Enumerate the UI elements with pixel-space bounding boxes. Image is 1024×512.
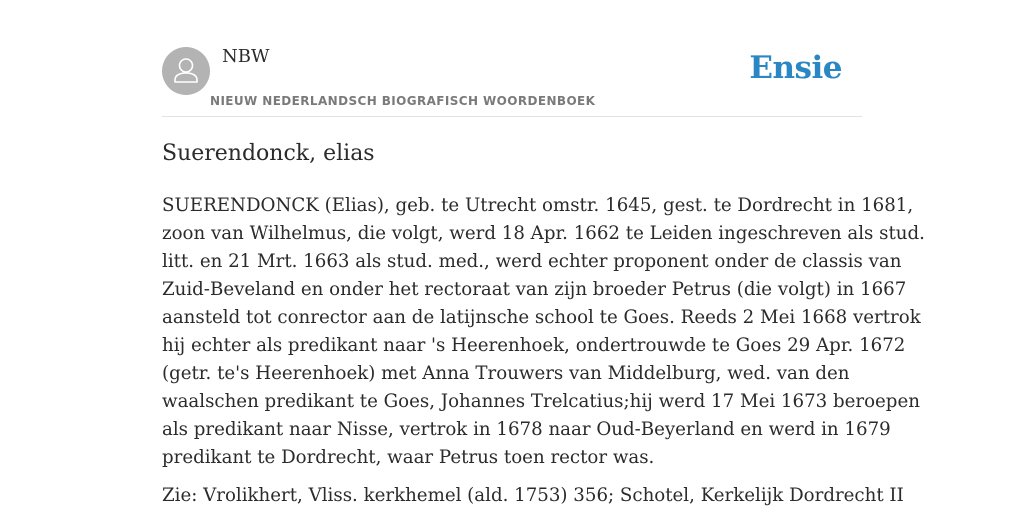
article-body [162, 192, 925, 512]
text-line: Zuid-Beveland en onder het rectoraat van zijn broeder Petrus (die volgt) in 1667 [162, 279, 907, 300]
text-line: als predikant naar Nisse, vertrok in 1678 naar Oud-Beyerland en werd in 1679 [162, 419, 891, 440]
text-line: aansteld tot conrector aan de latijnsche school te Goes. Reeds 2 Mei 1668 vertrok [162, 307, 921, 328]
text-line: (getr. te's Heerenhoek) met Anna Trouwers van Middelburg, wed. van den [162, 363, 850, 384]
page [162, 0, 925, 512]
text-line: hij echter als predikant naar 's Heerenhoek, ondertrouwde te Goes 29 Apr. 1672 [162, 335, 906, 356]
text-line: zoon van Wilhelmus, die volgt, werd 18 Apr. 1662 te Leiden ingeschreven als stud. [162, 223, 925, 244]
text-line: litt. en 21 Mrt. 1663 als stud. med., werd echter proponent onder de classis van [162, 251, 902, 272]
source-header [162, 0, 862, 117]
source-subtitle[interactable]: NIEUW NEDERLANDSCH BIOGRAFISCH WOORDENBOEK [210, 94, 596, 108]
user-icon[interactable] [162, 47, 210, 95]
brand-logo[interactable]: Ensie [749, 50, 842, 86]
page-title: Suerendonck, elias [162, 141, 375, 166]
article-paragraph-sources [162, 482, 904, 510]
text-line: waalschen predikant te Goes, Johannes Trelcatius;hij werd 17 Mei 1673 beroepen [162, 391, 920, 412]
text-line: SUERENDONCK (Elias), geb. te Utrecht omstr. 1645, gest. te Dordrecht in 1681, [162, 195, 914, 216]
text-line: Zie: Vrolikhert, Vliss. kerkhemel (ald. 1753) 356; Schotel, Kerkelijk Dordrecht II [162, 485, 904, 506]
article-paragraph [162, 192, 925, 472]
text-line: predikant te Dordrecht, waar Petrus toen rector was. [162, 447, 655, 468]
source-name[interactable]: NBW [222, 46, 270, 67]
